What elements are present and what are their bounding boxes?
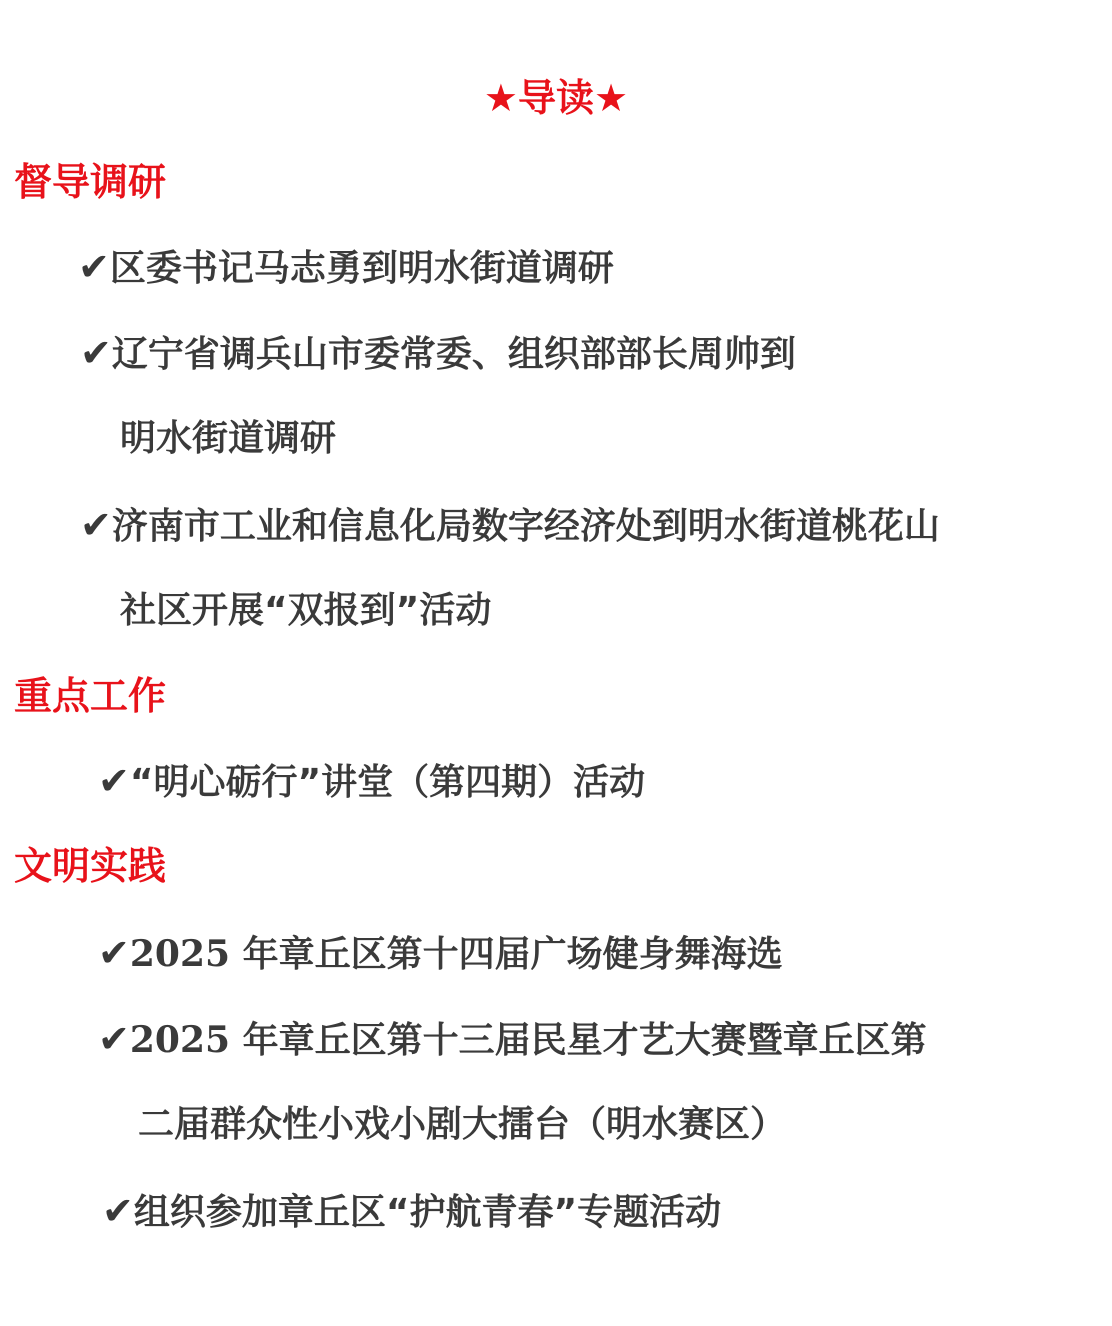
list-item: [80, 502, 940, 550]
list-item: [102, 1188, 721, 1236]
section-heading-supervision: 督导调研: [14, 160, 167, 204]
list-item-year: 2025: [129, 933, 231, 975]
list-item-year: 2025: [129, 1019, 231, 1061]
checkmark-icon: ✔: [98, 931, 130, 975]
section-heading-key-work: 重点工作: [14, 674, 167, 718]
checkmark-icon: ✔: [102, 1189, 134, 1233]
list-item: [98, 758, 645, 806]
list-item-text: 辽宁省调兵山市委常委、组织部部长周帅到: [111, 334, 796, 375]
list-item-continuation: 明水街道调研: [120, 418, 337, 459]
checkmark-icon: ✔: [80, 331, 112, 375]
list-item-text: 区委书记马志勇到明水街道调研: [109, 248, 614, 289]
list-item-text: 年章丘区第十四届广场健身舞海选: [230, 934, 783, 975]
list-item: [78, 244, 614, 292]
checkmark-icon: ✔: [98, 1017, 130, 1061]
list-item: [98, 1016, 927, 1064]
list-item: [98, 930, 783, 978]
list-item-text: 年章丘区第十三届民星才艺大赛暨章丘区第: [230, 1020, 927, 1061]
list-item-continuation: 社区开展“双报到”活动: [120, 590, 492, 631]
checkmark-icon: ✔: [80, 503, 112, 547]
list-item-text: 济南市工业和信息化局数字经济处到明水街道桃花山: [111, 506, 940, 547]
list-item-text: “明心砺行”讲堂（第四期）活动: [129, 762, 646, 803]
list-item-continuation: 二届群众性小戏小剧大擂台（明水赛区）: [138, 1104, 787, 1145]
list-item: [80, 330, 796, 378]
list-item-text: 组织参加章丘区“护航青春”专题活动: [133, 1192, 722, 1233]
page-title: ★导读★: [483, 76, 629, 120]
checkmark-icon: ✔: [98, 759, 130, 803]
checkmark-icon: ✔: [78, 245, 110, 289]
section-heading-civilization-practice: 文明实践: [14, 844, 167, 888]
